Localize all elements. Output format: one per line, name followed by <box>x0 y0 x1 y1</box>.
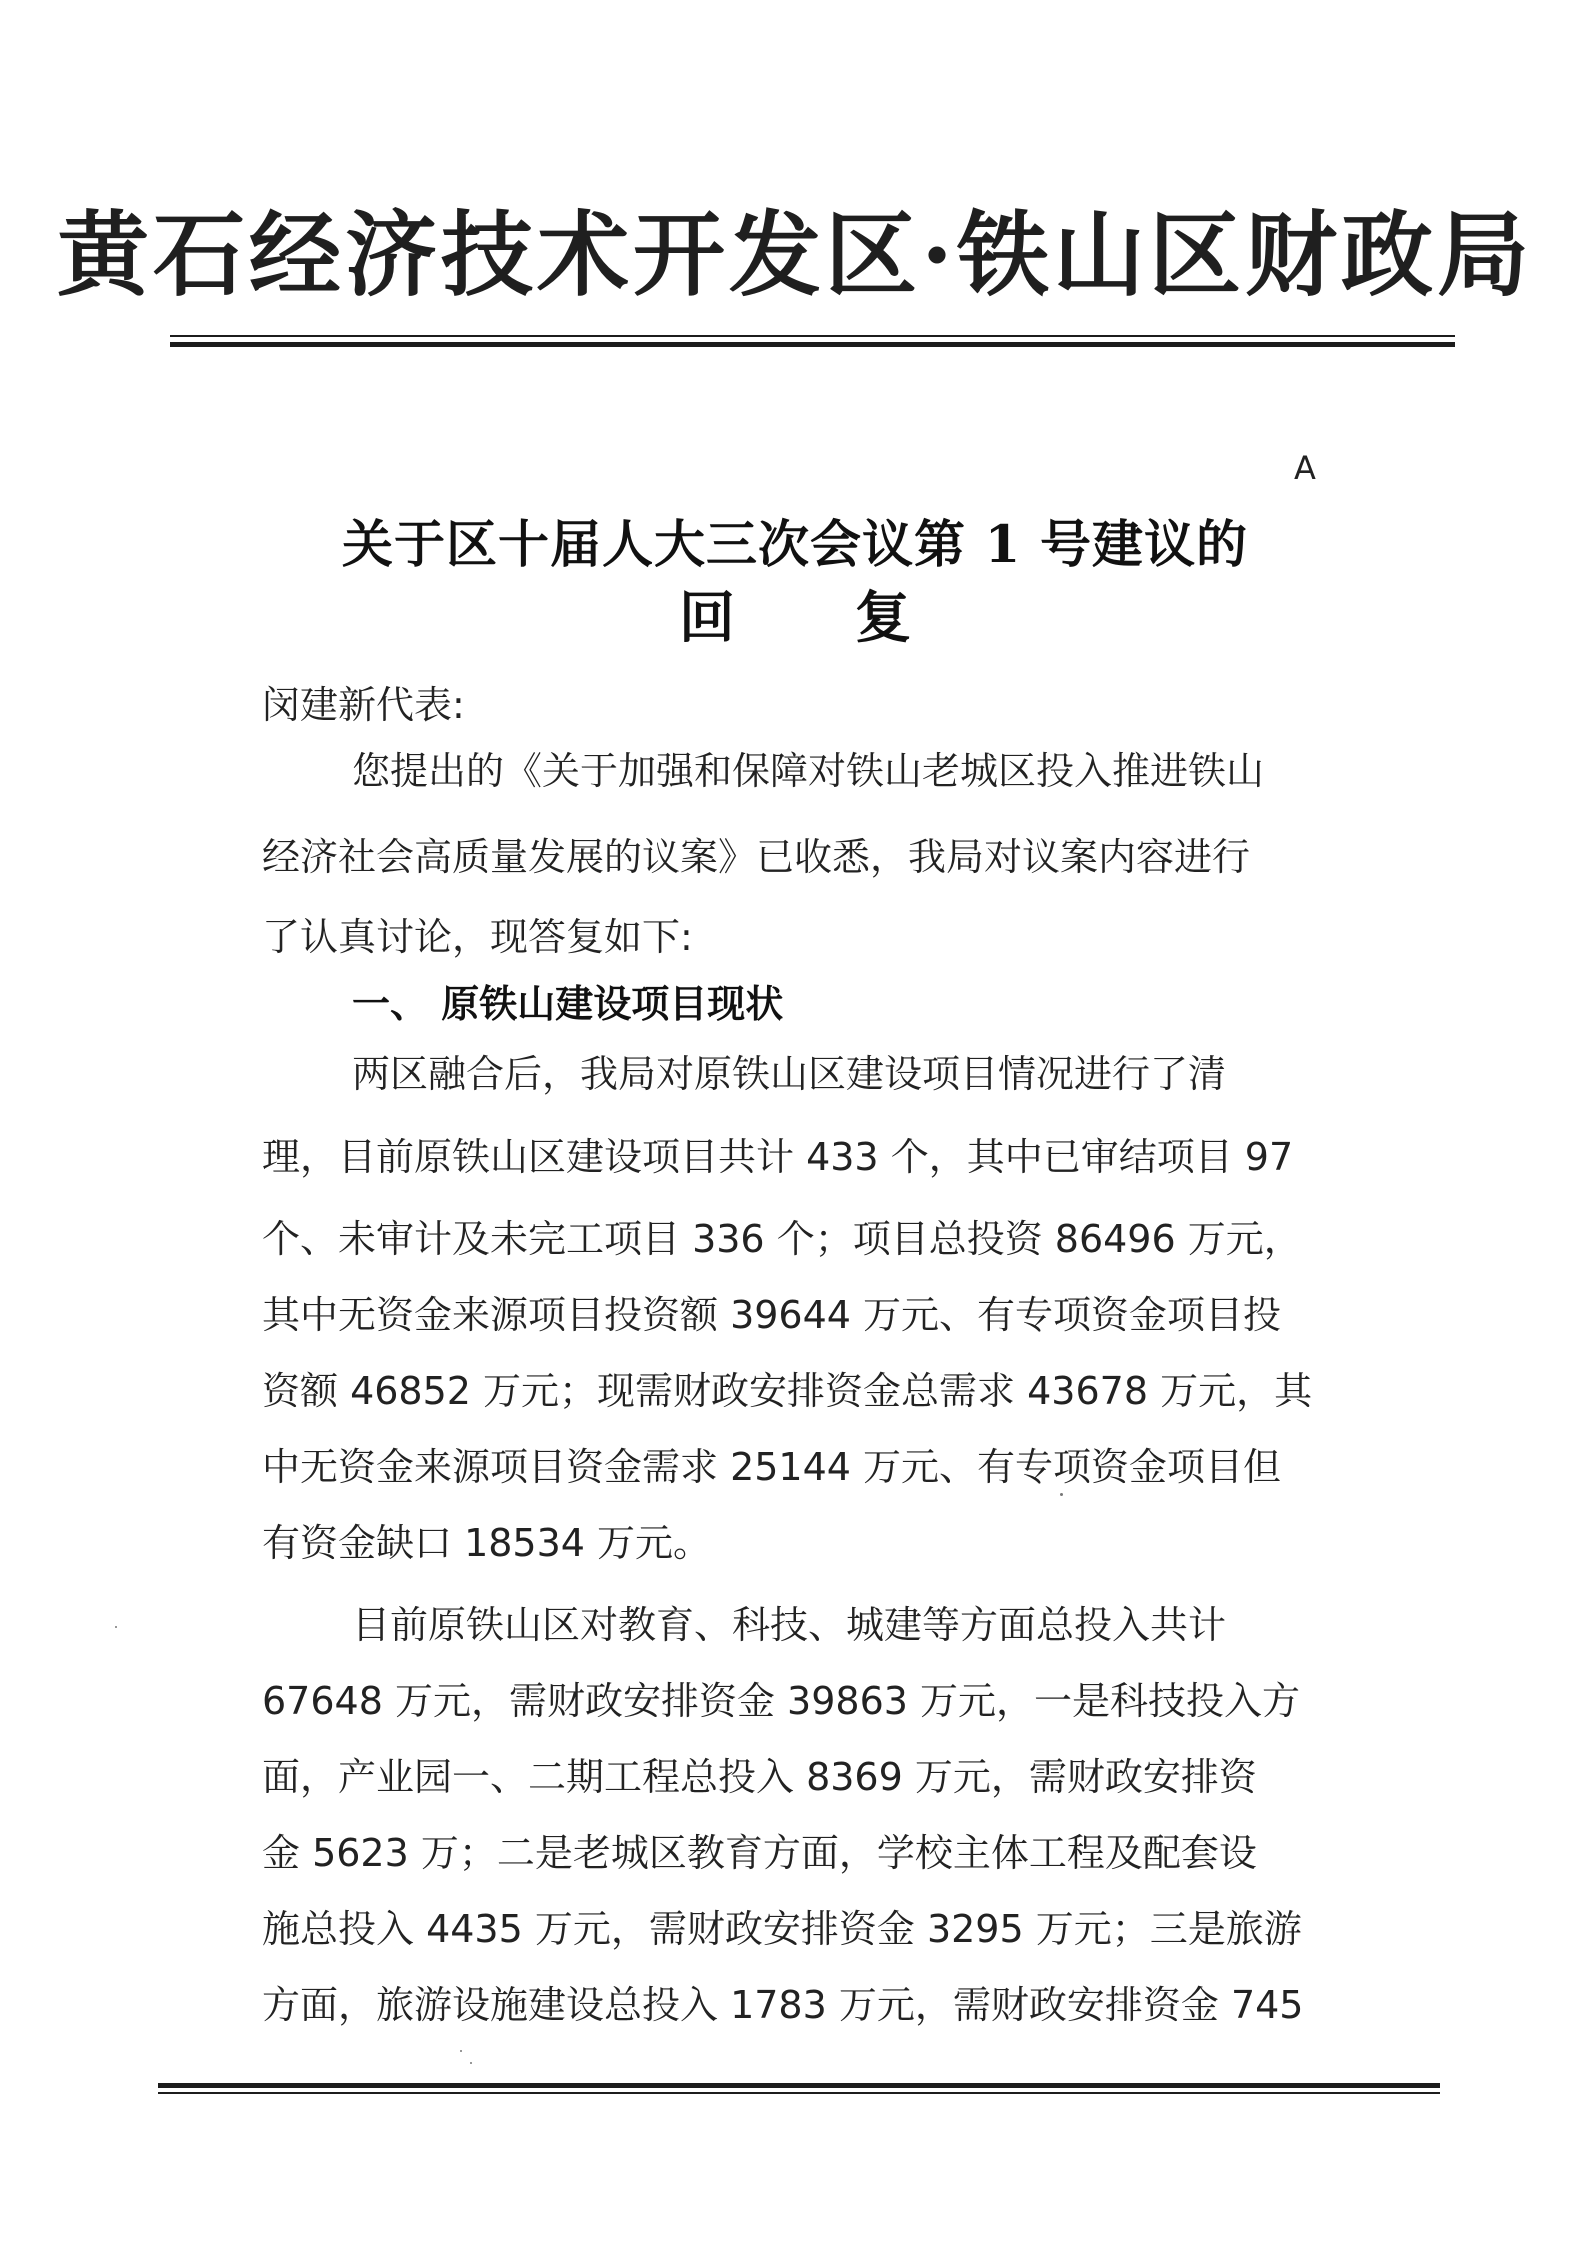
divider-thick-line <box>170 342 1455 347</box>
section-heading: 一、 原铁山建设项目现状 <box>352 982 784 1026</box>
salutation: 闵建新代表: <box>262 683 465 727</box>
intro-line: 经济社会高质量发展的议案》已收悉，我局对议案内容进行 <box>262 835 1251 879</box>
scan-speck <box>115 1626 117 1628</box>
paragraph-line: 施总投入 4435 万元，需财政安排资金 3295 万元；三是旅游 <box>262 1907 1302 1951</box>
divider-thin-line <box>158 2092 1440 2094</box>
paragraph-line: 两区融合后，我局对原铁山区建设项目情况进行了清 <box>352 1052 1227 1096</box>
letterhead-divider <box>170 335 1455 349</box>
scan-speck <box>460 2050 462 2052</box>
document-title-line-1: 关于区十届人大三次会议第 1 号建议的 <box>342 515 1248 575</box>
letterhead <box>56 165 1534 345</box>
paragraph-line: 其中无资金来源项目投资额 39644 万元、有专项资金项目投 <box>262 1293 1282 1337</box>
paragraph-line: 中无资金来源项目资金需求 25144 万元、有专项资金项目但 <box>262 1445 1282 1489</box>
intro-line: 了认真讨论，现答复如下: <box>262 915 693 959</box>
paragraph-line: 目前原铁山区对教育、科技、城建等方面总投入共计 <box>352 1603 1227 1647</box>
document-mark: A <box>1294 449 1316 487</box>
paragraph-line: 有资金缺口 18534 万元。 <box>262 1521 712 1565</box>
divider-thin-line <box>170 335 1455 337</box>
paragraph-line: 资额 46852 万元；现需财政安排资金总需求 43678 万元，其 <box>262 1369 1313 1413</box>
footer-divider <box>158 2083 1440 2097</box>
document-title-line-2: 回复 <box>679 585 1031 651</box>
scan-speck <box>470 2062 472 2064</box>
divider-thick-line <box>158 2083 1440 2088</box>
paragraph-line: 理，目前原铁山区建设项目共计 433 个，其中已审结项目 97 <box>262 1135 1294 1179</box>
paragraph-line: 方面，旅游设施建设总投入 1783 万元，需财政安排资金 745 <box>262 1983 1304 2027</box>
paragraph-line: 67648 万元，需财政安排资金 39863 万元，一是科技投入方 <box>262 1679 1301 1723</box>
letterhead-title: 黄石经济技术开发区·铁山区财政局 <box>56 201 1534 309</box>
paragraph-line: 面，产业园一、二期工程总投入 8369 万元，需财政安排资 <box>262 1755 1257 1799</box>
scan-speck <box>1060 1493 1063 1496</box>
intro-line: 您提出的《关于加强和保障对铁山老城区投入推进铁山 <box>352 749 1265 793</box>
paragraph-line: 个、未审计及未完工项目 336 个；项目总投资 86496 万元， <box>262 1217 1302 1261</box>
paragraph-line: 金 5623 万；二是老城区教育方面，学校主体工程及配套设 <box>262 1831 1257 1875</box>
